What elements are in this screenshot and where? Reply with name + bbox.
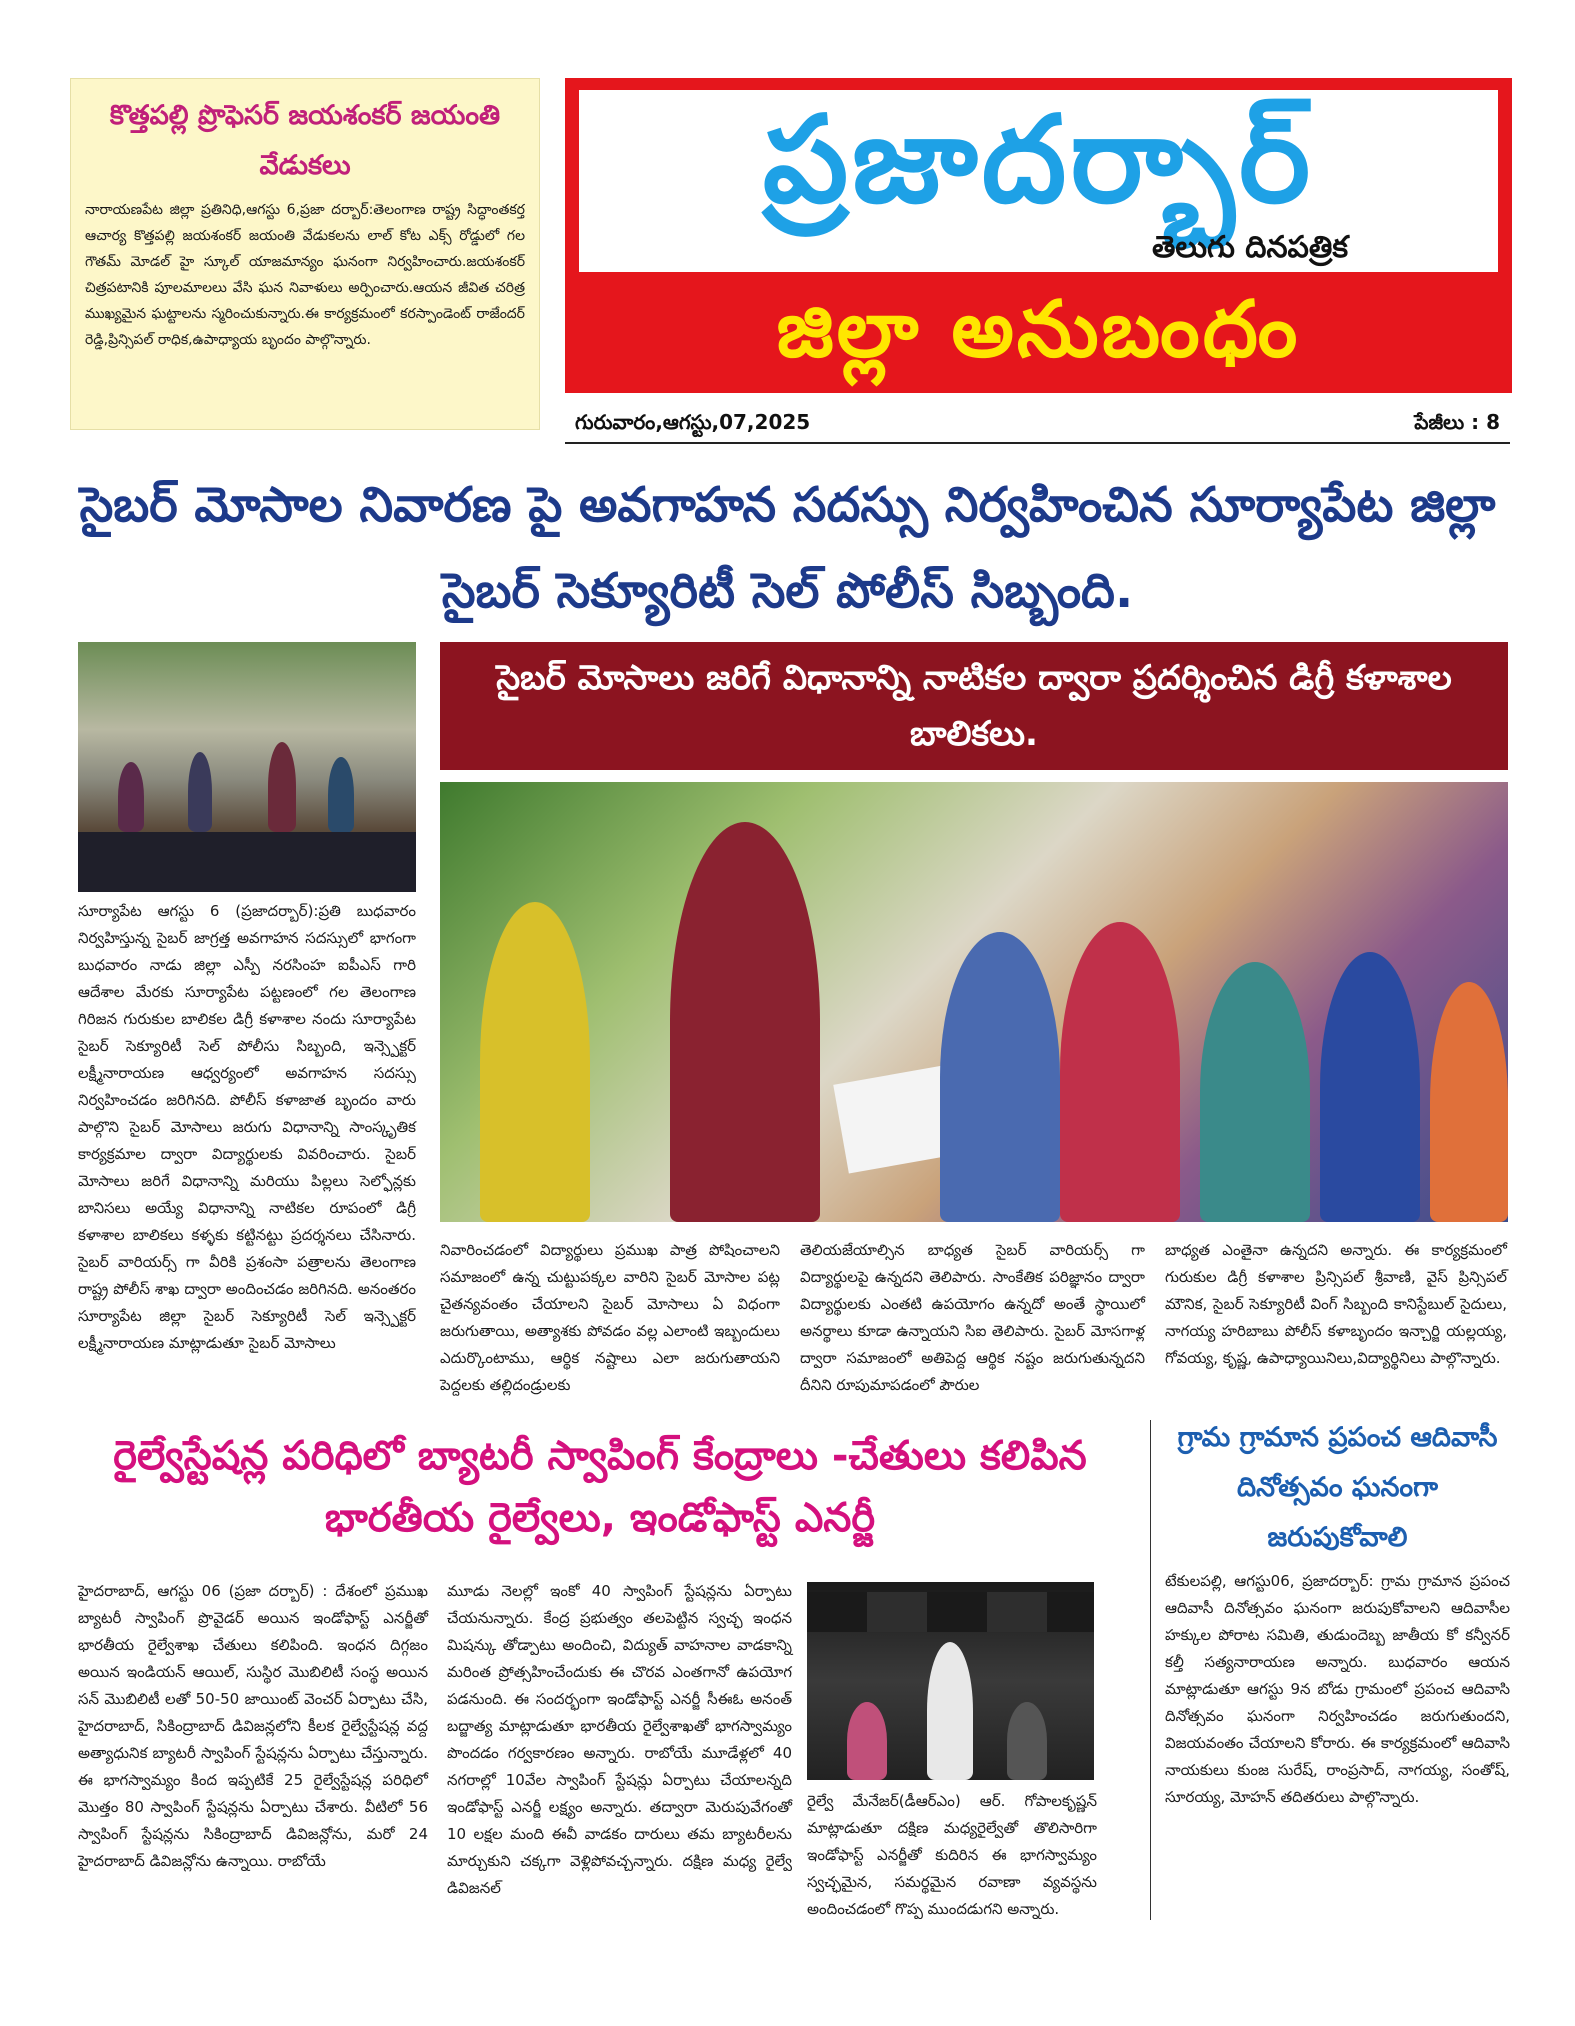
issue-date: గురువారం,ఆగస్టు,07,2025 [575, 410, 811, 434]
district-supplement-title: జిల్లా అనుబంధం [776, 285, 1301, 375]
main-headline: సైబర్ మోసాల నివారణ పై అవగాహన సదస్సు నిర్వహించిన సూర్యాపేట జిల్లా సైబర్ సెక్యూరిటీ సెల్ పోలీస్ సిబ్బంది. [79, 477, 1496, 619]
photo-figure [1200, 962, 1310, 1222]
story1-column-2: నివారించడంలో విద్యార్థులు ప్రముఖ పాత్ర పోషించాలని సమాజంలో ఉన్న చుట్టుపక్కల వారిని సైబర్ మోసాల పట్ల చైతన్యవంతం చేయాలని సైబర్ మోసాలు ఏ విధంగా జరుగుతాయి, అత్యాశకు పోవడం వల్ల ఎలాంటి ఇబ్బందులు ఎదుర్కొంటాము, ఆర్థిక నష్టాలు ఎలా జరుగుతాయని పెద్దలకు తల్లిదండ్రులకు [440, 1241, 780, 1394]
event-photo-press-meet [807, 1582, 1094, 1780]
photo-figure [188, 752, 212, 832]
top-left-headline: కొత్తపల్లి ప్రొఫెసర్ జయశంకర్ జయంతి వేడుకలు [109, 100, 501, 181]
photo-figure [670, 822, 820, 1222]
photo-crowd [78, 832, 416, 892]
photo-figure [927, 1642, 973, 1780]
story3-headline: గ్రామ గ్రామాన ప్రపంచ ఆదివాసీ దినోత్సవం ఘనంగా జరుపుకోవాలి [1177, 1422, 1498, 1553]
dateline [565, 408, 1510, 444]
story2-column-2: మూడు నెలల్లో ఇంకో 40 స్వాపింగ్ స్టేషన్లను ఏర్పాటు చేయనున్నారు. కేంద్ర ప్రభుత్వం తలపెట్టిన స్వచ్ఛ ఇంధన మిషన్కు తోడ్పాటు అందించి, విద్యుత్ వాహనాల వాడకాన్ని మరింత ప్రోత్సహించేందుకు ఈ చొరవ ఎంతగానో ఉపయోగ పడనుంది. ఈ సందర్భంగా ఇండోఫాస్ట్ ఎనర్జీ సీఈఓ అనంత్ బద్జాత్య మాట్లాడుతూ భారతీయ రైల్వేశాఖతో భాగస్వామ్యం పొందడం గర్వకారణం అన్నారు. రాబోయే మూడేళ్లలో 40 నగరాల్లో 10వేల స్వాపింగ్ స్టేషన్లు ఏర్పాటు చేయాలన్నది ఇండోఫాస్ట్ ఎనర్జీ లక్ష్యం అన్నారు. తద్వారా మెరుపువేగంతో 10 లక్షల మంది ఈవీ వాడకం దారులు తమ బ్యాటరీలను మార్చుకుని చక్కగా వెళ్లిపోవచ్చన్నారు. దక్షిణ మధ్య రైల్వే డివిజనల్ [447, 1582, 792, 1897]
story2-column-1: హైదరాబాద్, ఆగస్టు 06 (ప్రజా దర్బార్) : దేశంలో ప్రముఖ బ్యాటరీ స్వాపింగ్ ప్రొవైడర్ అయిన ఇండోఫాస్ట్ ఎనర్జీతో భారతీయ రైల్వేశాఖ చేతులు కలిపింది. ఇంధన దిగ్గజం అయిన ఇండియన్ ఆయిల్, సుస్థిర మొబిలిటీ సంస్థ అయిన సన్ మొబిలిటీ లతో 50-50 జాయింట్ వెంచర్ ఏర్పాటు చేసి, హైదరాబాద్, సికింద్రాబాద్ డివిజన్లలోని కీలక రైల్వేస్టేషన్ల వద్ద అత్యాధునిక బ్యాటరీ స్వాపింగ్ స్టేషన్లను ఏర్పాటు చేస్తున్నారు. ఈ భాగస్వామ్యం కింద ఇప్పటికే 25 రైల్వేస్టేషన్ల పరిధిలో మొత్తం 80 స్వాపింగ్ స్టేషన్లను ఏర్పాటు చేశారు. వీటిలో 56 స్వాపింగ్ స్టేషన్లను సికింద్రాబాద్ డివిజన్లోను, మరో 24 హైదరాబాద్ డివిజన్లోను ఉన్నాయి. రాబోయే [78, 1582, 428, 1870]
photo-figure [1430, 982, 1508, 1222]
story2-headline: రైల్వేస్టేషన్ల పరిధిలో బ్యాటరీ స్వాపింగ్ కేంద్రాలు -చేతులు కలిపిన భారతీయ రైల్వేలు, ఇండోఫాస్ట్ ఎనర్జీ [113, 1433, 1087, 1541]
photo-figure [1060, 922, 1180, 1222]
page-number: పేజీలు : 8 [1414, 410, 1500, 434]
photo-figure [1007, 1702, 1047, 1780]
column-divider [1150, 1420, 1151, 1920]
event-photo-certificate [440, 782, 1508, 1222]
photo-figure [328, 757, 354, 833]
photo-backdrop [807, 1592, 1094, 1632]
masthead-subtitle: తెలుగు దినపత్రిక [1152, 230, 1348, 265]
story1-column-4: బాధ్యత ఎంతైనా ఉన్నదని అన్నారు. ఈ కార్యక్రమంలో గురుకుల డిగ్రీ కళాశాల ప్రిన్సిపల్ శ్రీవాణి, వైస్ ప్రిన్సిపల్ మౌనిక, సైబర్ సెక్యూరిటీ వింగ్ సిబ్బంది కానిస్టేబుల్ సైదులు, నాగయ్య హరిబాబు పోలీస్ కళాబృందం ఇన్చార్జి యల్లయ్య, గోవయ్య, కృష్ణ, ఉపాధ్యాయినిలు,విద్యార్థినిలు పాల్గొన్నారు. [1165, 1241, 1507, 1367]
story1-column-3: తెలియజేయాల్సిన బాధ్యత సైబర్ వారియర్స్ గా విద్యార్థులపై ఉన్నదని తెలిపారు. సాంకేతిక పరిజ్ఞానం ద్వారా విద్యార్థులకు ఎంతటి ఉపయోగం ఉన్నదో అంతే స్థాయిలో అనర్థాలు కూడా ఉన్నాయని సిఐ తెలిపారు. సైబర్ మోసగాళ్ల ద్వారా సమాజంలో అతిపెద్ద ఆర్థిక నష్టం జరుగుతున్నదని దీనిని రూపుమాపడంలో పౌరుల [800, 1241, 1145, 1394]
story2-column-3: రైల్వే మేనేజర్(డీఆర్ఎం) ఆర్. గోపాలకృష్ణన్ మాట్లాడుతూ దక్షిణ మధ్యరైల్వేతో తొలిసారిగా ఇండోఫాస్ట్ ఎనర్జీతో కుదిరిన ఈ భాగస్వామ్యం స్వచ్ఛమైన, సమర్థమైన రవాణా వ్యవస్థను అందించడంలో గొప్ప ముందడుగని అన్నారు. [807, 1792, 1097, 1918]
masthead-logo-panel [579, 90, 1498, 272]
story3-body: టేకులపల్లి, ఆగస్టు06, ప్రజాదర్బార్: గ్రామ గ్రామాన ప్రపంచ ఆదివాసీ దినోత్సవం ఘనంగా జరుపుకోవాలని ఆదివాసీల హక్కుల పోరాట సమితి, తుడుందెబ్బ జాతీయ కో కన్వీనర్ కల్తీ సత్యనారాయణ అన్నారు. బుధవారం ఆయన మాట్లాడుతూ ఆగస్టు 9న బోడు గ్రామంలో ప్రపంచ ఆదివాసి దినోత్సవం ఘనంగా నిర్వహించడం జరుగుతుందని, విజయవంతం చేయాలని కోరారు. ఈ కార్యక్రమంలో ఆదివాసి నాయకులు కుంజ సురేష్, రాంప్రసాద్, నాగయ్య, సంతోష్, సూరయ్య, మోహన్ తదితరులు పాల్గొన్నారు. [1165, 1572, 1510, 1806]
photo-figure [1320, 952, 1420, 1222]
masthead [565, 78, 1512, 393]
photo-figure [940, 932, 1060, 1222]
photo-figure [118, 762, 144, 832]
sub-headline-banner: సైబర్ మోసాలు జరిగే విధానాన్ని నాటికల ద్వారా ప్రదర్శించిన డిగ్రీ కళాశాల బాలికలు. [440, 642, 1508, 770]
story1-column-1: సూర్యాపేట ఆగస్టు 6 (ప్రజాదర్బార్):ప్రతి బుధవారం నిర్వహిస్తున్న సైబర్ జాగ్రత్త అవగాహన సదస్సులో భాగంగా బుధవారం నాడు జిల్లా ఎస్పీ నరసింహ ఐపీఎస్ గారి ఆదేశాల మేరకు సూర్యాపేట పట్టణంలో గల తెలంగాణ గిరిజన గురుకుల బాలికల డిగ్రీ కళాశాల నందు సూర్యాపేట సైబర్ సెక్యూరిటీ సెల్ పోలీసు సిబ్బంది, ఇన్స్పెక్టర్ లక్ష్మీనారాయణ ఆధ్వర్యంలో అవగాహన సదస్సు నిర్వహించడం జరిగినది. పోలీస్ కళాజాత బృందం వారు పాల్గొని సైబర్ మోసాలు జరుగు విధానాన్ని సాంస్కృతిక కార్యక్రమాల ద్వారా విద్యార్థులకు వివరించారు. సైబర్ మోసాలు జరిగే విధానాన్ని మరియు పిల్లలు సెల్ఫోన్లకు బానిసలు అయ్యే విధానాన్ని నాటికల రూపంలో డిగ్రీ కళాశాల బాలికలు కళ్ళకు కట్టినట్టు ప్రదర్శనలు చేసినారు. సైబర్ వారియర్స్ గా వీరికి ప్రశంసా పత్రాలను తెలంగాణ రాష్ట్ర పోలీస్ శాఖ ద్వారా అందించడం జరిగినది. అనంతరం సూర్యాపేట జిల్లా సైబర్ సెక్యూరిటీ సెల్ ఇన్స్పెక్టర్ లక్ష్మీనారాయణ మాట్లాడుతూ సైబర్ మోసాలు [78, 902, 416, 1352]
photo-figure [480, 902, 590, 1222]
top-left-story [70, 78, 540, 430]
photo-figure [268, 742, 296, 832]
masthead-title: ప్రజాదర్బార్ [762, 91, 1315, 230]
event-photo-students [78, 642, 416, 892]
photo-figure [847, 1702, 887, 1780]
top-left-body: నారాయణపేట జిల్లా ప్రతినిధి,ఆగస్టు 6,ప్రజా దర్బార్:తెలంగాణ రాష్ట్ర సిద్ధాంతకర్త ఆచార్య కొత్తపల్లి జయశంకర్ జయంతి వేడుకలను లాల్ కోట ఎక్స్ రోడ్డులో గల గౌతమ్ మోడల్ హై స్కూల్ యాజమాన్యం ఘనంగా నిర్వహించారు.జయశంకర్ చిత్రపటానికి పూలమాలలు వేసి ఘన నివాళులు అర్పించారు.ఆయన జీవిత చరిత్ర ముఖ్యమైన ఘట్టాలను స్మరించుకున్నారు.ఈ కార్యక్రమంలో కరస్పాండెంట్ రాజేందర్ రెడ్డి,ప్రిన్సిపల్ రాధిక,ఉపాధ్యాయ బృందం పాల్గొన్నారు. [85, 202, 525, 348]
